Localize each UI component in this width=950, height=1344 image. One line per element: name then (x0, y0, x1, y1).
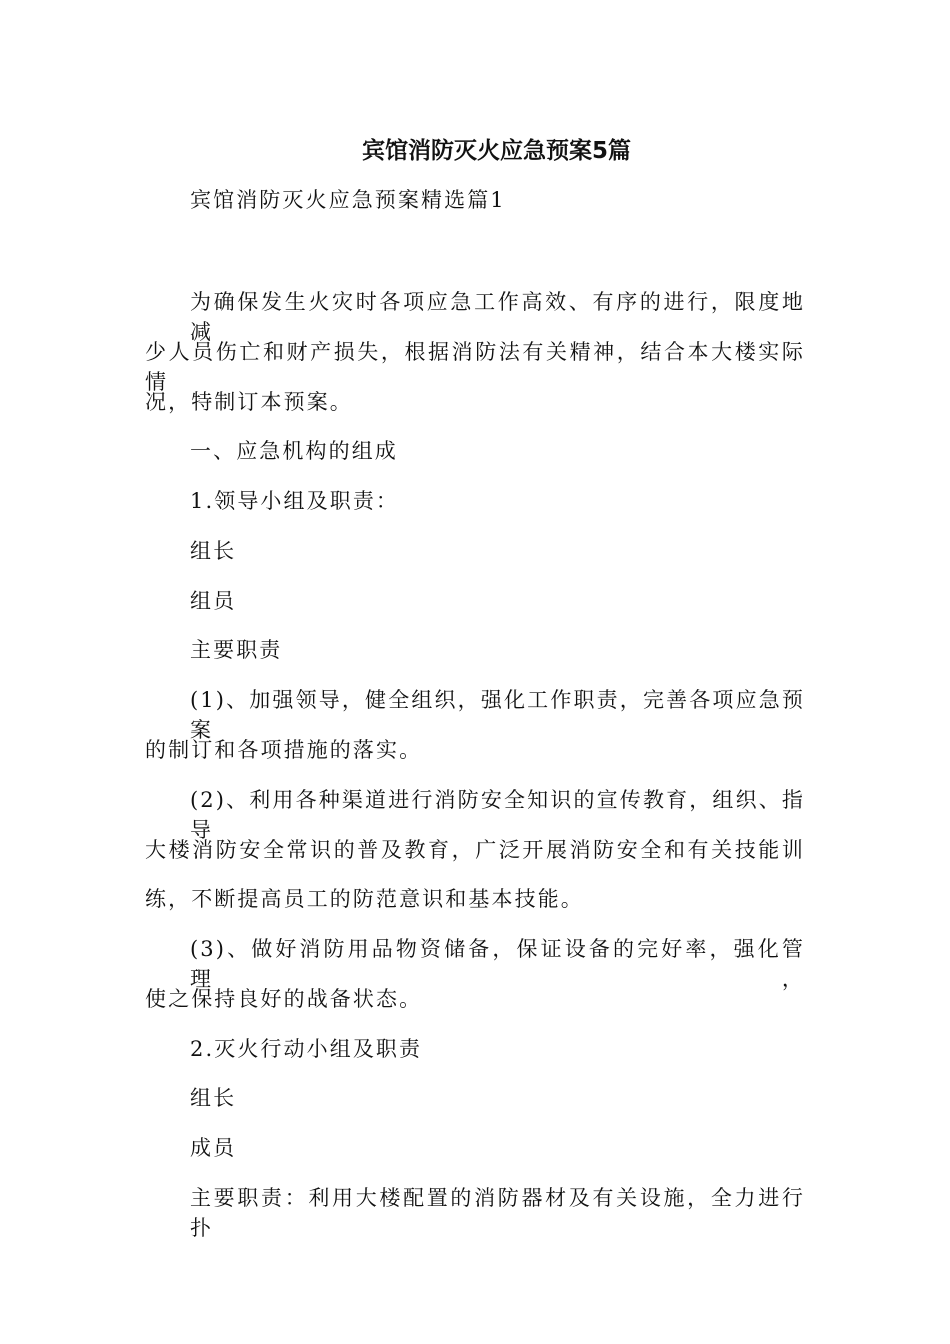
paragraph-line: 组长 (190, 539, 237, 563)
paragraph-line: 练，不断提高员工的防范意识和基本技能。 (145, 887, 584, 911)
paragraph-line: 主要职责：利用大楼配置的消防器材及有关设施，全力进行扑 (190, 1186, 805, 1240)
paragraph-line: 的制订和各项措施的落实。 (145, 738, 423, 762)
paragraph-line: 少人员伤亡和财产损失，根据消防法有关精神，结合本大楼实际情 (145, 340, 805, 394)
paragraph-line: 使之保持良好的战备状态。 (145, 987, 423, 1011)
paragraph-line: 主要职责 (190, 638, 283, 662)
paragraph-line: 组员 (190, 589, 237, 613)
paragraph-line: 为确保发生火灾时各项应急工作高效、有序的进行，限度地减 (190, 290, 805, 344)
section-heading: 宾馆消防灭火应急预案精选篇1 (190, 188, 506, 212)
section-heading: 一、应急机构的组成 (190, 439, 398, 463)
paragraph-line: 成员 (190, 1136, 237, 1160)
subsection-heading: 1.领导小组及职责： (190, 489, 400, 513)
subsection-heading: 2.灭火行动小组及职责 (190, 1037, 423, 1061)
paragraph-line: (3)、做好消防用品物资储备，保证设备的完好率，强化管理， (190, 937, 805, 991)
paragraph-line: 况，特制订本预案。 (145, 390, 353, 414)
paragraph-line: 大楼消防安全常识的普及教育，广泛开展消防安全和有关技能训 (145, 838, 805, 862)
paragraph-line: 组长 (190, 1086, 237, 1110)
paragraph-line: (1)、加强领导，健全组织，强化工作职责，完善各项应急预案 (190, 688, 805, 742)
paragraph-line: (2)、利用各种渠道进行消防安全知识的宣传教育，组织、指导 (190, 788, 805, 842)
document-title: 宾馆消防灭火应急预案5篇 (361, 138, 631, 164)
